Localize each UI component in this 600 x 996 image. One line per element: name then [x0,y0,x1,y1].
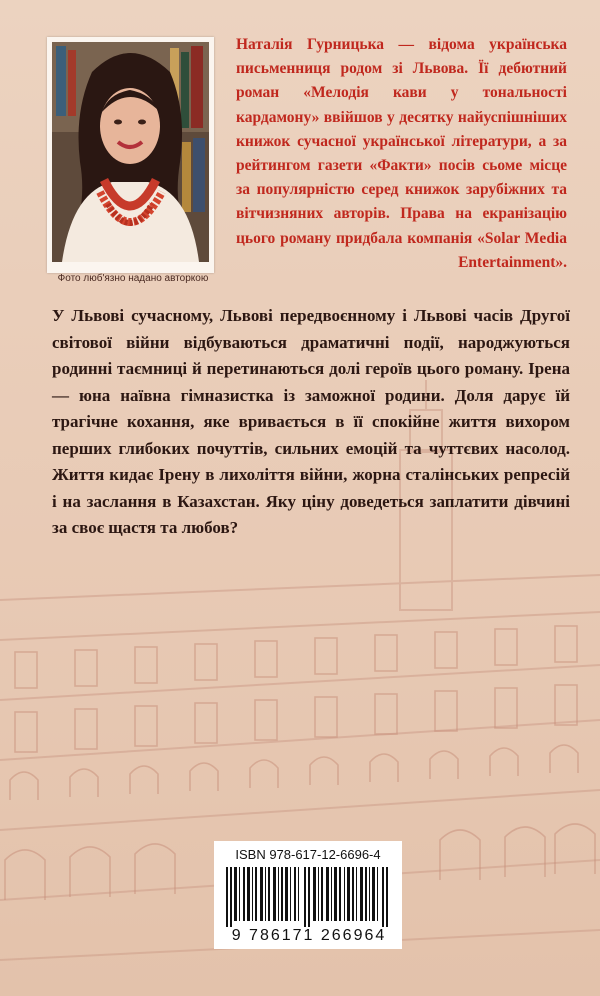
book-blurb: У Львові сучасному, Львові передвоєнному і Львові часів Другої світової війни відбуваються драматичні події, народжуються родинні таємниці й перетинаються долі героїв цього роману. Ірена — юна наївна гімназистка із заможної родини. Доля дарує їй трагічне кохання, яке вривається в її спокійне життя вихором перших глибоких почуттів, сильних емоцій та чуттєвих насолод. Життя кидає Ірену в лихоліття війни, жорна сталінських репресій і на заслання в Казахстан. Яку ціну доведеться заплатити дівчині за своє щастя та любов? [52,306,570,537]
barcode-panel [214,841,402,949]
author-photo-frame [47,37,214,273]
isbn-label: ISBN 978-617-12-6696-4 [235,847,381,862]
barcode-icon [220,867,396,927]
author-bio: Наталія Гурницька — відома українська письменниця родом зі Львова. Її дебютний роман «Мелодія кави у тональності кардамону» ввійшов у десятку найуспішніших книжок сучасної української літератури, а за рейтингом газети «Факти» посів сьоме місце за популярністю серед книжок зарубіжних та вітчизняних авторів. Права на екранізацію цього роману придбала компанія «Solar Media Entertainment». [236,36,567,271]
barcode-digits: 9 786171 266964 [231,927,387,944]
photo-credit: Фото люб'язно надано авторкою [57,273,209,284]
author-photo [52,42,209,262]
